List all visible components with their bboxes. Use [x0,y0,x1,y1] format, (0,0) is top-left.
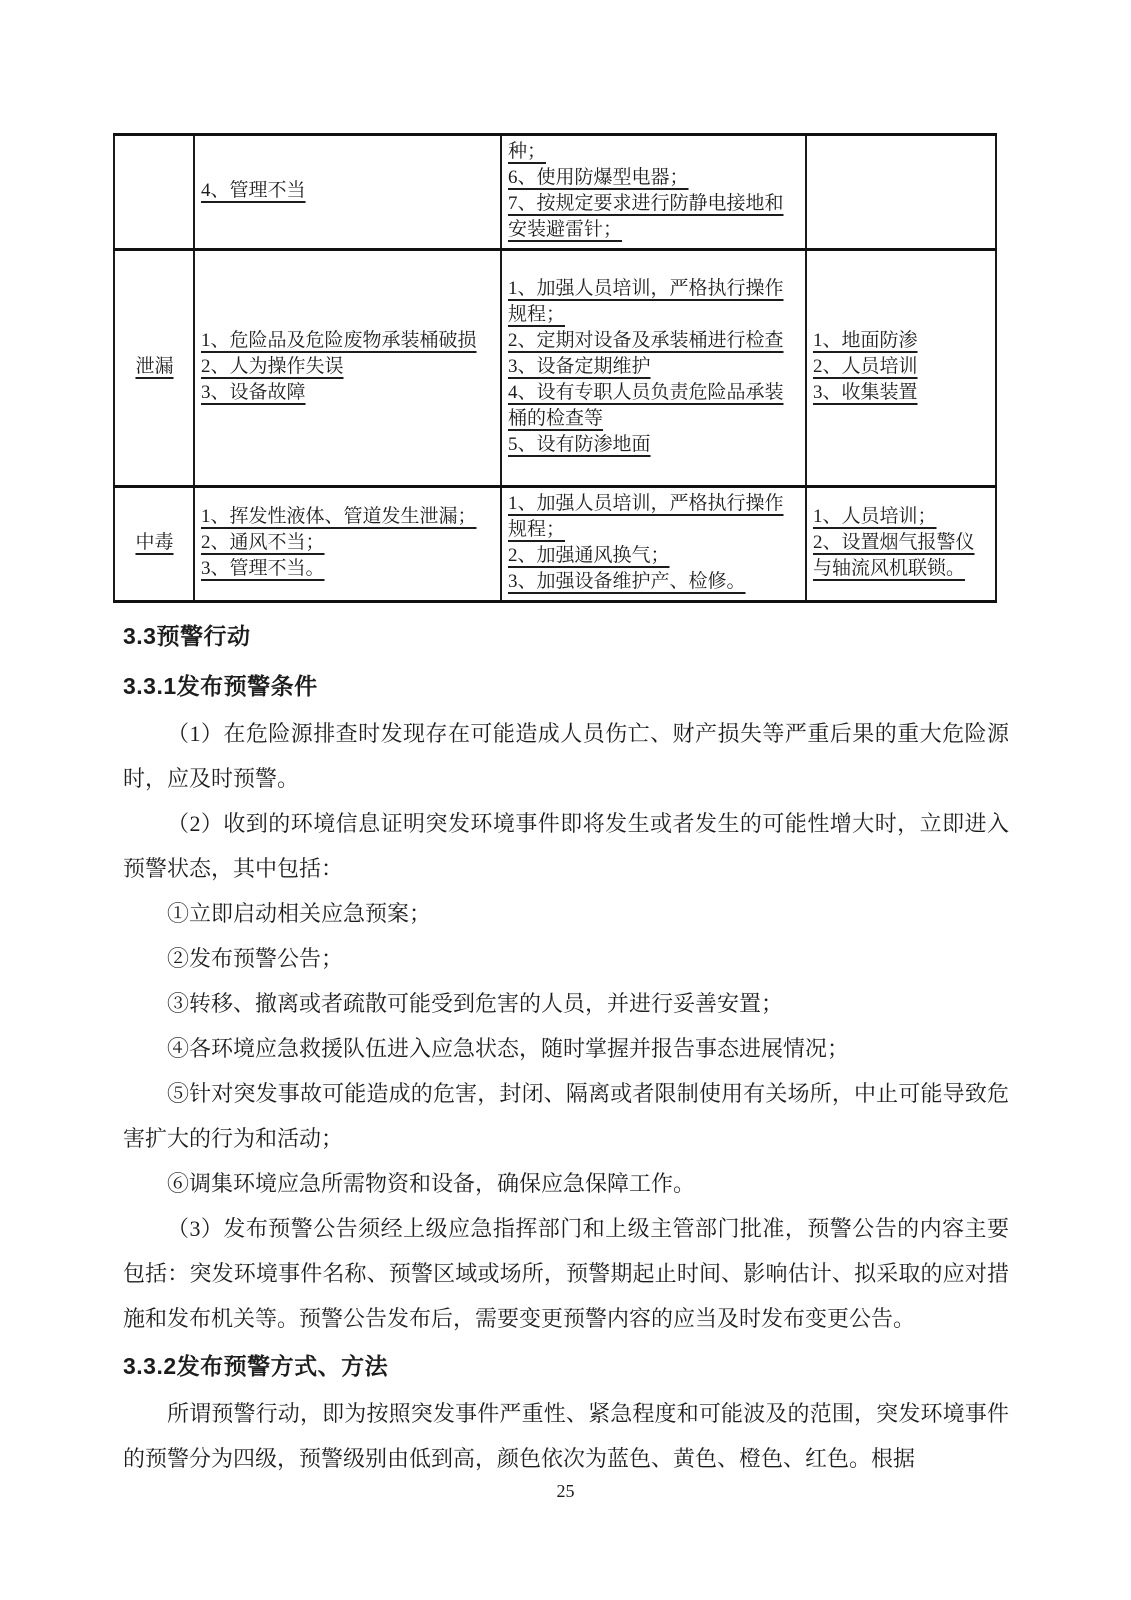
list-item-4: ④各环境应急救援队伍进入应急状态，随时掌握并报告事态进展情况； [167,1036,850,1061]
cell-line: 3、管理不当。 [201,558,325,579]
cell-line: 种； [508,141,547,162]
cell-line: 2、定期对设备及承装桶进行检查 [508,330,784,351]
risk-type-cell [114,487,194,602]
list-item-1: ①立即启动相关应急预案； [167,901,432,926]
cell-line: 3、设备定期维护 [508,356,651,377]
risk-type-label: 中毒 [135,532,174,553]
risk-type-cell [114,250,194,487]
cell-line: 1、加强人员培训，严格执行操作规程； [508,278,784,325]
cell-line: 5、设有防渗地面 [508,434,651,455]
list-item-6: ⑥调集环境应急所需物资和设备，确保应急保障工作。 [167,1171,696,1196]
risk-analysis-table [113,133,997,603]
cell-line: 4、设有专职人员负责危险品承装桶的检查等 [508,382,784,429]
causes-cell [194,487,501,602]
paragraph-warning-condition-3: （3）发布预警公告须经上级应急指挥部门和上级主管部门批准，预警公告的内容主要包括：突发环境事件名称、预警区域或场所，预警期起止时间、影响估计、拟采取的应对措施和发布机关等。预警公告发布后，需要变更预警内容的应当及时发布变更公告。 [123,1216,1009,1331]
table-row-continuation [114,135,996,250]
paragraph-warning-condition-1: （1）在危险源排查时发现存在可能造成人员伤亡、财产损失等严重后果的重大危险源时，应及时预警。 [123,721,1009,791]
paragraph-warning-method: 所谓预警行动，即为按照突发事件严重性、紧急程度和可能波及的范围，突发环境事件的预警分为四级，预警级别由低到高，颜色依次为蓝色、黄色、橙色、红色。根据 [123,1401,1009,1471]
measures-cell [501,135,806,250]
body-text [123,611,1009,1481]
measures-cell [501,487,806,602]
controls-cell [806,135,996,250]
cell-line: 7、按规定要求进行防静电接地和安装避雷针； [508,193,784,240]
list-item-5: ⑤针对突发事故可能造成的危害，封闭、隔离或者限制使用有关场所，中止可能导致危害扩大的行为和活动； [123,1081,1009,1151]
page-number: 25 [556,1481,575,1501]
list-item-2: ②发布预警公告； [167,946,344,971]
controls-cell [806,250,996,487]
cell-line: 6、使用防爆型电器； [508,167,689,188]
section-heading-3-3-2: 3.3.2发布预警方式、方法 [123,1353,389,1379]
cell-line: 3、加强设备维护产、检修。 [508,571,746,592]
causes-cell [194,135,501,250]
measures-cell [501,250,806,487]
cell-line: 2、加强通风换气； [508,545,670,566]
table-row-leak [114,250,996,487]
cell-line: 4、管理不当 [201,180,306,201]
cell-line: 2、人员培训 [813,356,918,377]
causes-cell [194,250,501,487]
section-heading-3-3: 3.3预警行动 [123,623,251,649]
paragraph-warning-condition-2: （2）收到的环境信息证明突发环境事件即将发生或者发生的可能性增大时，立即进入预警状态，其中包括： [123,811,1009,881]
risk-type-cell [114,135,194,250]
cell-line: 3、设备故障 [201,382,306,403]
section-heading-3-3-1: 3.3.1发布预警条件 [123,673,318,699]
controls-cell [806,487,996,602]
cell-line: 1、挥发性液体、管道发生泄漏； [201,506,477,527]
cell-line: 2、设置烟气报警仪与轴流风机联锁。 [813,532,975,579]
cell-line: 1、地面防渗 [813,330,918,351]
cell-line: 1、人员培训； [813,506,937,527]
cell-line: 1、危险品及危险废物承装桶破损 [201,330,477,351]
list-item-3: ③转移、撤离或者疏散可能受到危害的人员，并进行妥善安置； [167,991,784,1016]
cell-line: 2、通风不当； [201,532,325,553]
cell-line: 2、人为操作失误 [201,356,344,377]
table-row-poisoning [114,487,996,602]
cell-line: 3、收集装置 [813,382,918,403]
risk-type-label: 泄漏 [135,356,174,377]
cell-line: 1、加强人员培训，严格执行操作规程； [508,493,784,540]
